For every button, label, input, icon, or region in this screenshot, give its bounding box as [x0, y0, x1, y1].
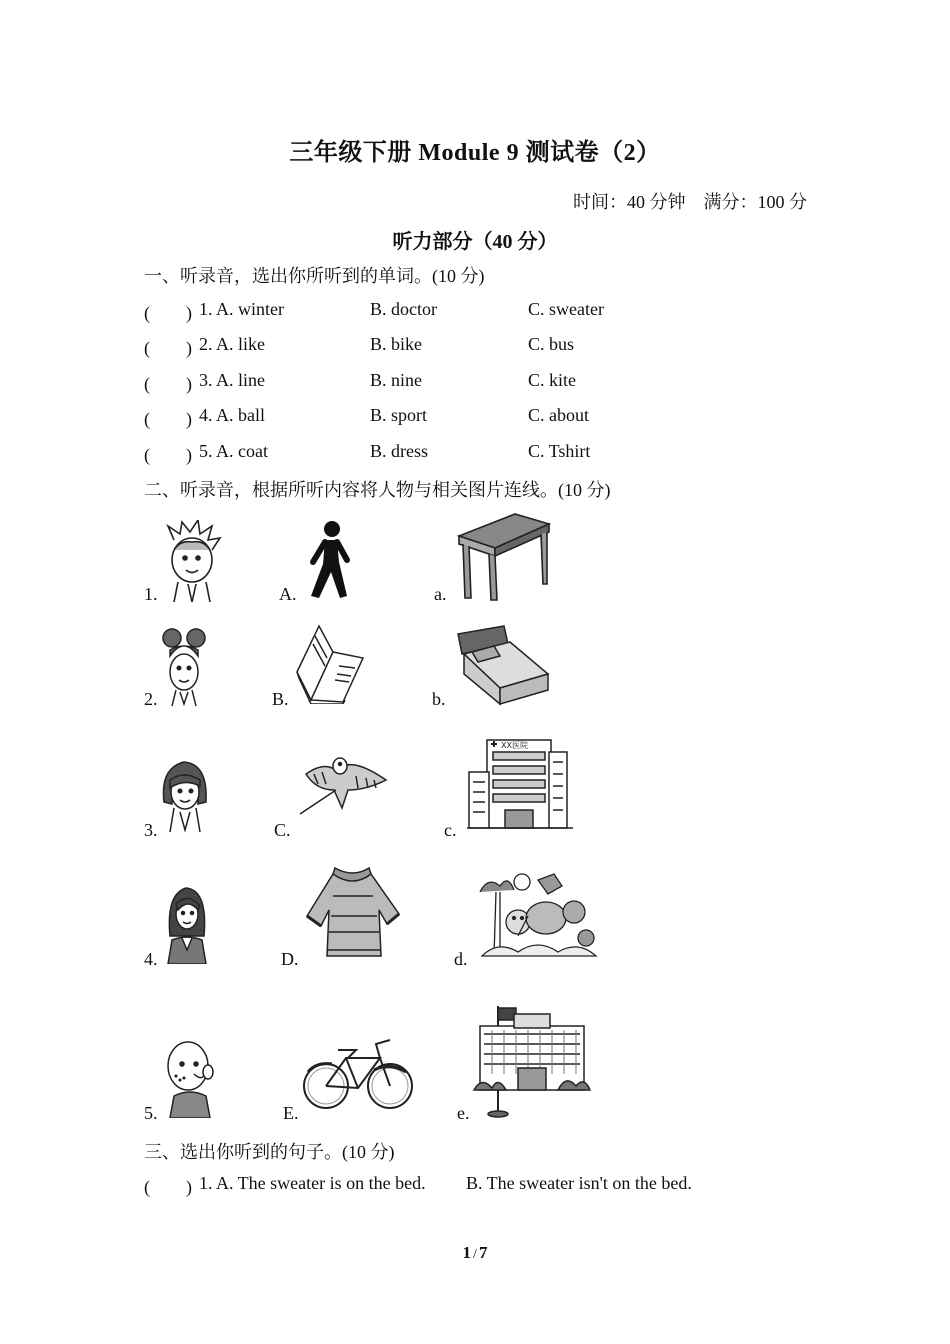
option-a: 1. A. winter — [199, 299, 284, 319]
section1-heading: 一、听录音，选出你所听到的单词。(10 分) — [144, 266, 485, 286]
picture-label: B. — [272, 689, 289, 709]
bed-icon — [454, 624, 552, 706]
bicycle-icon — [302, 1032, 414, 1112]
person-label: 3. — [144, 820, 158, 840]
option-a: 3. A. line — [199, 370, 265, 390]
picture-label: D. — [281, 949, 299, 969]
answer-blank[interactable]: ( ) — [144, 409, 192, 429]
bird-kite-icon — [296, 750, 388, 818]
option-c: C. about — [528, 405, 589, 425]
option-a: 5. A. coat — [199, 441, 268, 461]
option-b: B. doctor — [370, 299, 437, 319]
answer-blank[interactable]: ( ) — [144, 1177, 192, 1197]
section3-heading: 三、选出你听到的句子。(10 分) — [144, 1142, 395, 1162]
walking-person-icon — [303, 520, 353, 600]
sweater-icon — [303, 866, 407, 964]
school-building-icon — [472, 1004, 592, 1118]
picture-label: b. — [432, 689, 446, 709]
picture-label: A. — [279, 584, 297, 604]
section2-heading: 二、听录音，根据所听内容将人物与相关图片连线。(10 分) — [144, 480, 611, 500]
listening-header: 听力部分（40 分） — [392, 231, 558, 253]
option-c: C. Tshirt — [528, 441, 591, 461]
page-title: 三年级下册 Module 9 测试卷（2） — [289, 140, 661, 166]
woman-long-hair-icon — [164, 884, 210, 964]
picture-label: C. — [274, 820, 291, 840]
answer-blank[interactable]: ( ) — [144, 338, 192, 358]
person-label: 4. — [144, 949, 158, 969]
option-c: C. sweater — [528, 299, 604, 319]
question-row — [144, 370, 844, 396]
answer-blank[interactable]: ( ) — [144, 374, 192, 394]
option-c: C. kite — [528, 370, 576, 390]
page-separator: / — [473, 1247, 477, 1262]
desk-icon — [455, 510, 551, 602]
picture-label: d. — [454, 949, 468, 969]
person-label: 1. — [144, 584, 158, 604]
boy-spiky-hair-icon — [160, 520, 224, 602]
bald-boy-icon — [164, 1036, 216, 1118]
picture-label: e. — [457, 1103, 470, 1123]
option-b: B. The sweater isn't on the bed. — [466, 1173, 692, 1193]
option-b: B. dress — [370, 441, 428, 461]
total-pages: 7 — [478, 1243, 488, 1262]
answer-blank[interactable]: ( ) — [144, 303, 192, 323]
option-a: 4. A. ball — [199, 405, 265, 425]
current-page: 1 — [462, 1243, 472, 1262]
open-book-icon — [293, 622, 367, 704]
question-row — [144, 334, 844, 360]
answer-blank[interactable]: ( ) — [144, 445, 192, 465]
option-b: B. sport — [370, 405, 428, 425]
question-row — [144, 1173, 844, 1199]
option-b: B. bike — [370, 334, 422, 354]
question-row — [144, 405, 844, 431]
person-label: 2. — [144, 689, 158, 709]
question-row — [144, 441, 844, 467]
option-a: 1. A. The sweater is on the bed. — [199, 1173, 426, 1193]
option-b: B. nine — [370, 370, 422, 390]
hospital-sign: XX医院 — [501, 741, 528, 750]
hospital-icon — [467, 738, 575, 830]
exam-meta: 时间：40 分钟 满分：100 分 — [573, 192, 807, 212]
girl-bob-icon — [160, 758, 210, 832]
page-number — [0, 1243, 950, 1263]
picture-label: c. — [444, 820, 457, 840]
option-a: 2. A. like — [199, 334, 265, 354]
zoo-animals-icon — [478, 872, 600, 962]
question-row — [144, 299, 844, 325]
person-label: 5. — [144, 1103, 158, 1123]
picture-label: a. — [434, 584, 447, 604]
picture-label: E. — [283, 1103, 299, 1123]
girl-buns-icon — [162, 626, 206, 706]
option-c: C. bus — [528, 334, 575, 354]
